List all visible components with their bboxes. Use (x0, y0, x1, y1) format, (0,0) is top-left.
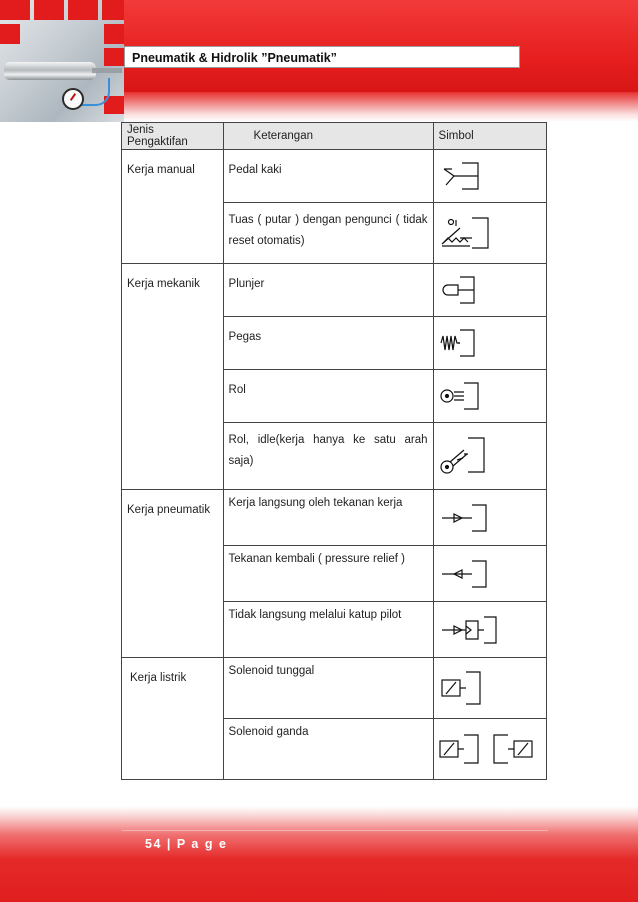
symbol-cell (433, 546, 546, 602)
symbol-cell (433, 264, 546, 317)
idle-roller-icon (438, 434, 498, 478)
symbol-cell (433, 658, 546, 719)
row-desc: Tuas ( putar ) dengan pengunci ( tidak reset otomatis) (223, 203, 433, 264)
table-row (122, 658, 547, 719)
symbol-cell (433, 602, 546, 658)
table-row (122, 150, 547, 203)
cylinder-rod-image (92, 68, 122, 73)
document-title: Pneumatik & Hidrolik ”Pneumatik” (124, 46, 520, 68)
spring-icon (438, 326, 498, 360)
col-header-symbol: Simbol (433, 123, 546, 150)
row-desc: Pegas (223, 317, 433, 370)
group-label: Kerja mekanik (122, 264, 224, 490)
row-desc: Tekanan kembali ( pressure relief ) (223, 546, 433, 602)
plunger-icon (438, 273, 498, 307)
pressure-relief-icon (438, 557, 498, 591)
pedal-icon (438, 159, 498, 193)
page-header (0, 0, 638, 122)
header-band-fade (124, 92, 638, 122)
symbol-cell (433, 203, 546, 264)
group-label: Kerja manual (122, 150, 224, 264)
logo-block (104, 24, 124, 44)
row-desc: Tidak langsung melalui katup pilot (223, 602, 433, 658)
roller-icon (438, 379, 498, 413)
footer-divider (122, 830, 548, 831)
header-photo (0, 0, 124, 122)
single-solenoid-icon (438, 668, 498, 708)
symbol-cell (433, 719, 546, 780)
symbol-cell (433, 150, 546, 203)
double-solenoid-icon (438, 729, 538, 769)
row-desc: Pedal kaki (223, 150, 433, 203)
symbol-cell (433, 317, 546, 370)
pilot-valve-icon (438, 613, 500, 647)
table-row (122, 490, 547, 546)
table-header-row (122, 123, 547, 150)
logo-block (68, 0, 98, 20)
row-desc: Solenoid ganda (223, 719, 433, 780)
group-label: Kerja listrik (122, 658, 224, 780)
symbol-cell (433, 370, 546, 423)
logo-block (0, 24, 20, 44)
row-desc: Kerja langsung oleh tekanan kerja (223, 490, 433, 546)
actuation-table (121, 122, 547, 780)
row-desc: Plunjer (223, 264, 433, 317)
group-label: Kerja pneumatik (122, 490, 224, 658)
row-desc: Rol (223, 370, 433, 423)
pressure-apply-icon (438, 501, 498, 535)
footer-band (0, 806, 638, 902)
row-desc: Rol, idle(kerja hanya ke satu arah saja) (223, 423, 433, 490)
page-number: 54 | P a g e (145, 837, 228, 851)
row-desc: Solenoid tunggal (223, 658, 433, 719)
lever-detent-icon (438, 214, 498, 252)
symbol-cell (433, 490, 546, 546)
logo-block (0, 0, 30, 20)
pressure-gauge-image (62, 88, 84, 110)
col-header-type: Jenis Pengaktifan (122, 123, 224, 150)
logo-block (104, 48, 124, 66)
symbol-cell (433, 423, 546, 490)
logo-block (34, 0, 64, 20)
col-header-desc: Keterangan (223, 123, 433, 150)
table-row (122, 264, 547, 317)
logo-block (102, 0, 124, 20)
